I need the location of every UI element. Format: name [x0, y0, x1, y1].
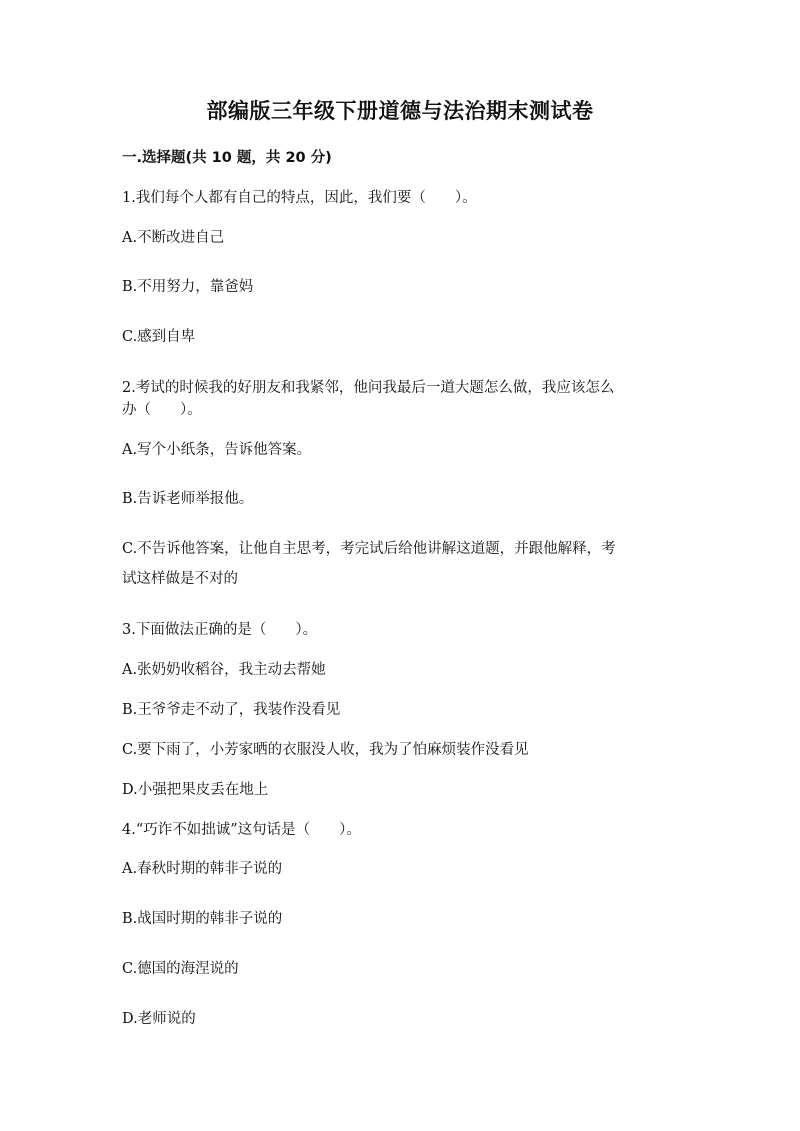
question-3-option-b: B.王爷爷走不动了，我装作没看见 [122, 702, 341, 718]
question-2-option-c-line-2: 试这样做是不对的 [122, 571, 238, 587]
question-2-option-a: A.写个小纸条，告诉他答案。 [122, 442, 312, 458]
question-1-option-b: B.不用努力，靠爸妈 [122, 279, 254, 295]
question-4-stem: 4.“巧诈不如拙诚”这句话是（ ）。 [122, 822, 361, 838]
question-3-stem: 3.下面做法正确的是（ ）。 [122, 622, 318, 638]
question-3-option-d: D.小强把果皮丢在地上 [122, 782, 269, 798]
question-4-option-d: D.老师说的 [122, 1011, 196, 1027]
page-title: 部编版三年级下册道德与法治期末测试卷 [206, 99, 594, 123]
question-2-option-c-line-1: C.不告诉他答案，让他自主思考，考完试后给他讲解这道题，并跟他解释，考 [122, 541, 616, 557]
question-1-option-a: A.不断改进自己 [122, 230, 225, 246]
question-2-option-b: B.告诉老师举报他。 [122, 491, 254, 507]
question-1-option-c: C.感到自卑 [122, 329, 196, 345]
question-1-stem: 1.我们每个人都有自己的特点，因此，我们要（ ）。 [122, 190, 477, 206]
question-2-stem-line-1: 2.考试的时候我的好朋友和我紧邻，他问我最后一道大题怎么做，我应该怎么 [122, 380, 615, 396]
question-4-option-b: B.战国时期的韩非子说的 [122, 911, 283, 927]
question-3-option-a: A.张奶奶收稻谷，我主动去帮她 [122, 662, 326, 678]
section-heading: 一.选择题(共 10 题，共 20 分) [122, 150, 332, 166]
question-4-option-a: A.春秋时期的韩非子说的 [122, 861, 283, 877]
question-2-stem-line-2: 办（ ）。 [122, 402, 202, 418]
question-3-option-c: C.要下雨了，小芳家晒的衣服没人收，我为了怕麻烦装作没看见 [122, 742, 529, 758]
question-4-option-c: C.德国的海涅说的 [122, 961, 239, 977]
